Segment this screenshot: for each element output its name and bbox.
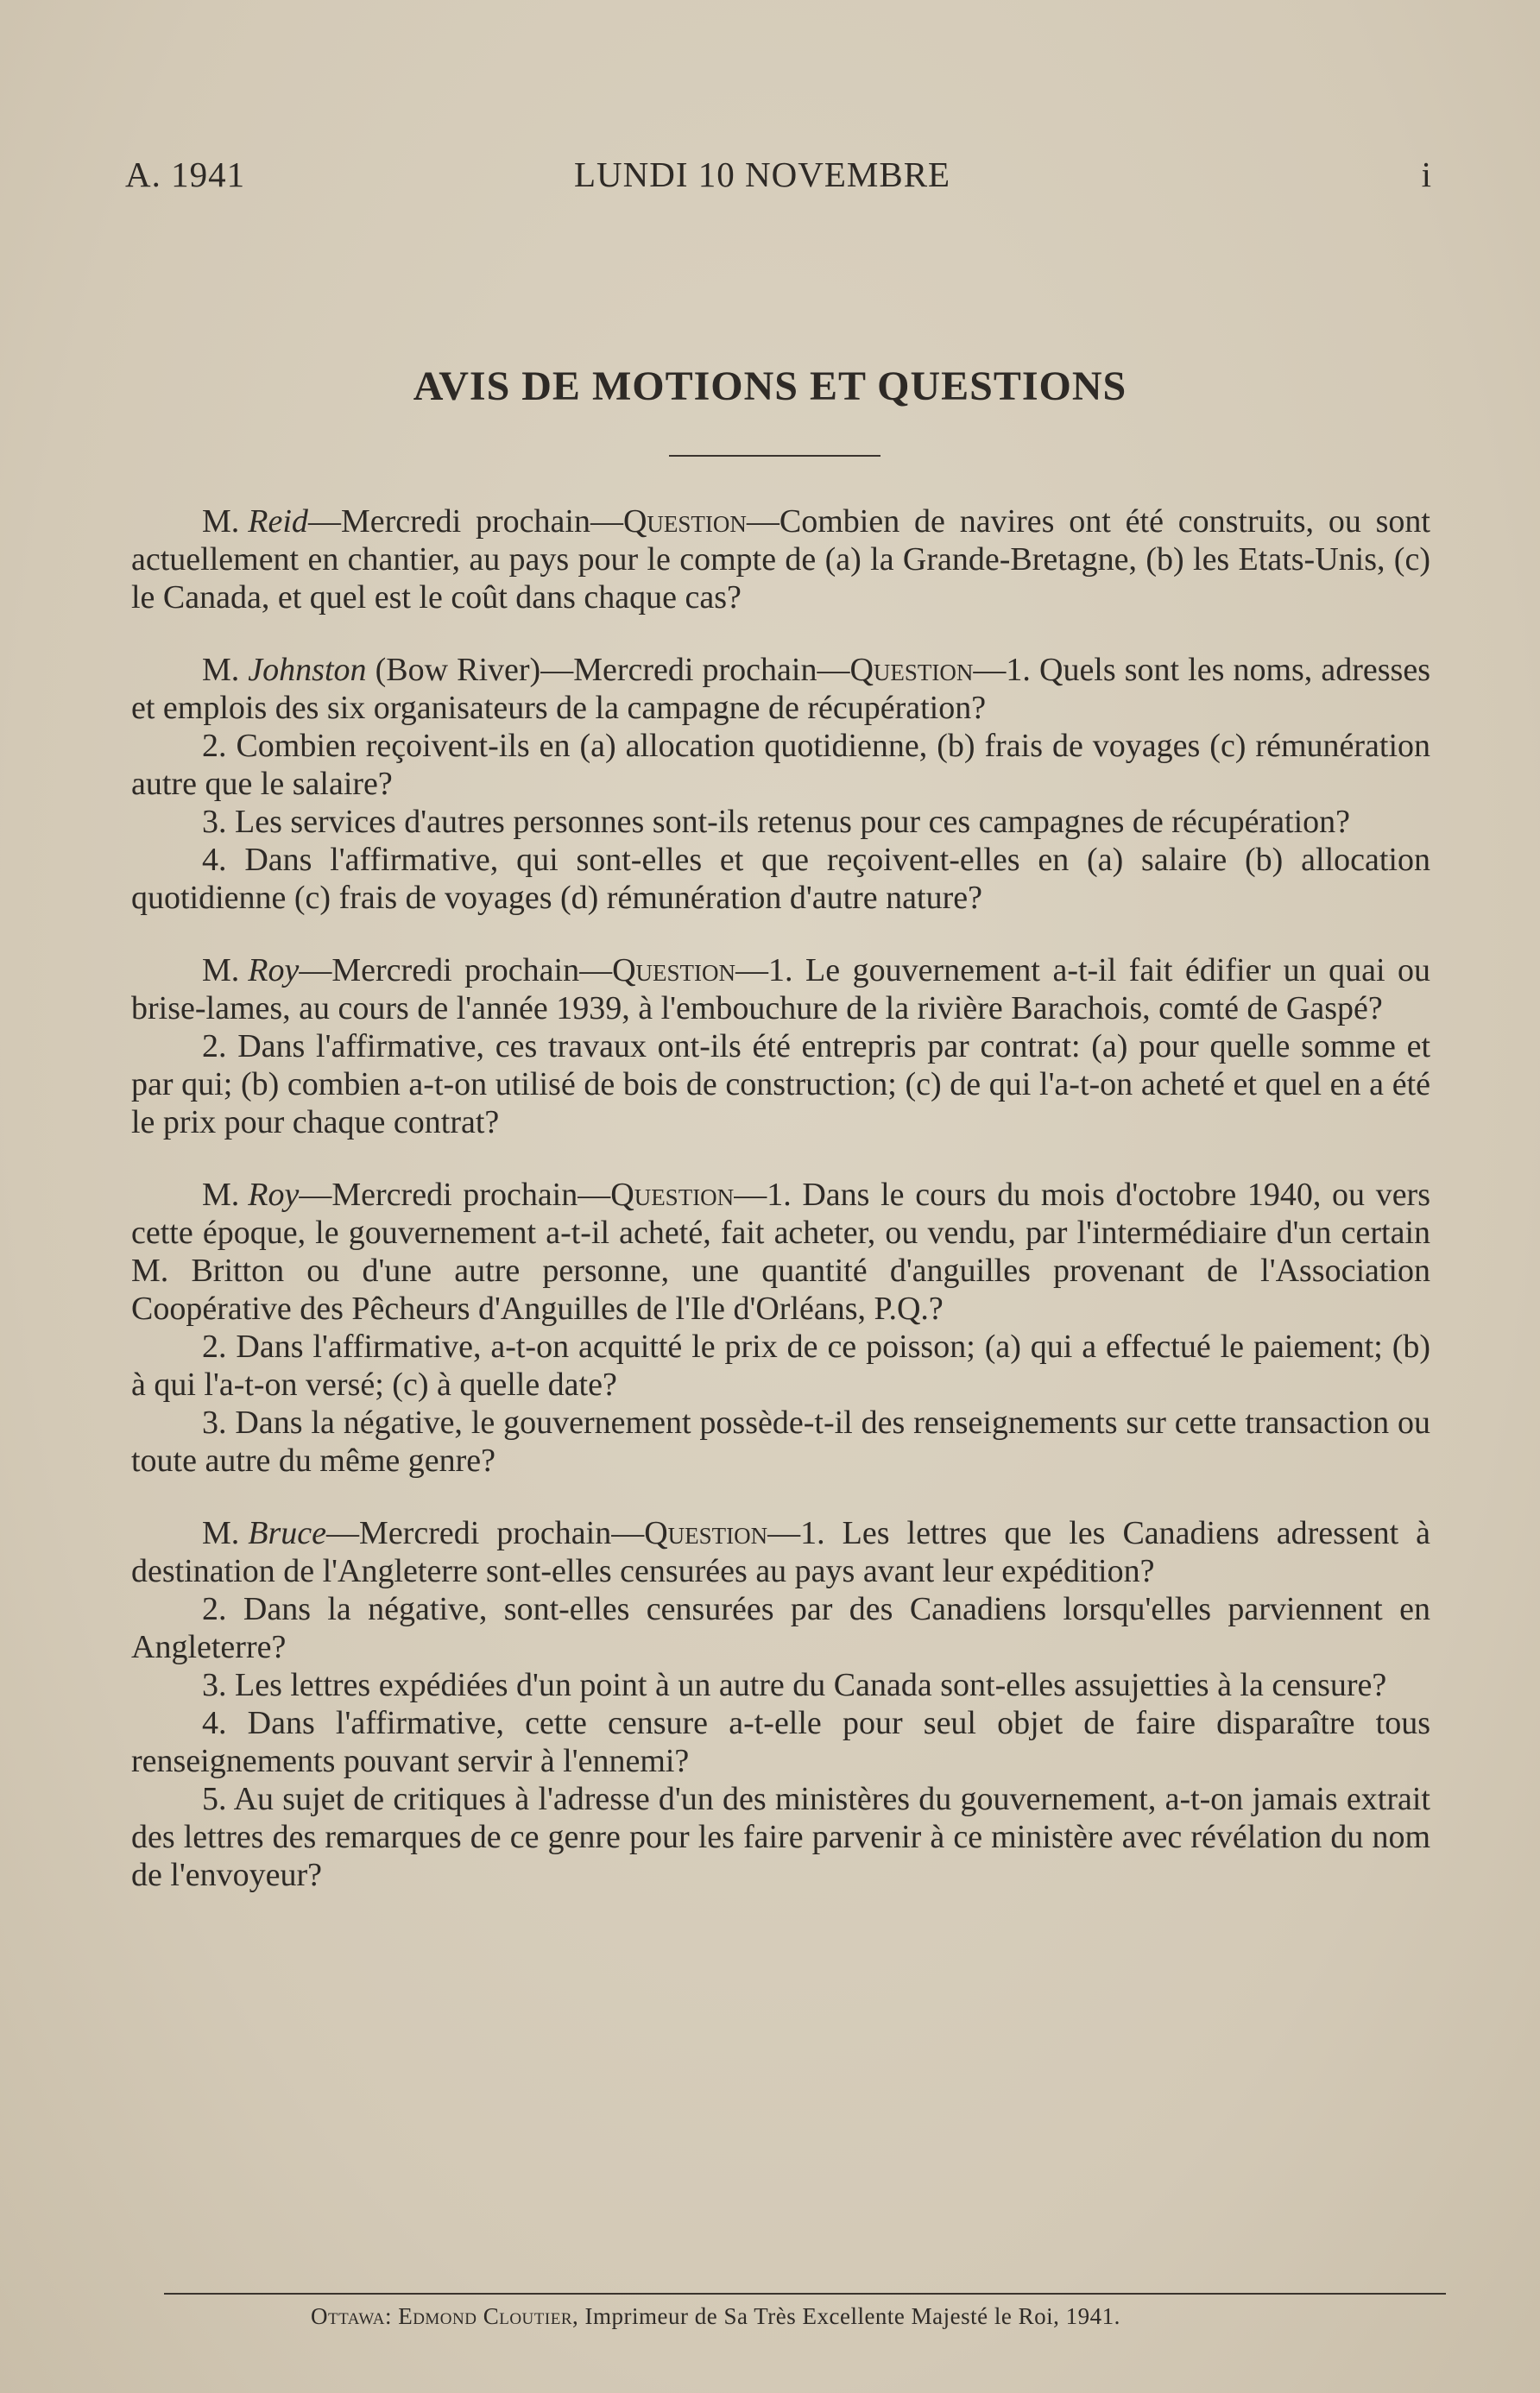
question-paragraph <box>131 727 1430 803</box>
question-entry <box>131 1176 1430 1480</box>
question-label: Question <box>644 1515 768 1551</box>
question-text: —1. Dans le cours du mois d'octobre 1940, ou vers cette époque, le gouvernement a-t-il acheté, fait acheter, ou vendu, par l'intermédiaire d'un certain M. Britton ou d'une autre personne, une quantité d'anguilles provenant de l'Association Coopérative des Pêcheurs d'Anguilles de l'Ile d'Orléans, P.Q.? <box>131 1177 1430 1327</box>
question-paragraph <box>131 1404 1430 1480</box>
member-title: M. <box>202 1515 240 1551</box>
question-text: 3. Les services d'autres personnes sont-ils retenus pour ces campagnes de récupération? <box>202 804 1351 840</box>
question-paragraph <box>131 1027 1430 1141</box>
question-entry <box>131 1514 1430 1894</box>
question-entry <box>131 502 1430 616</box>
question-paragraph <box>131 841 1430 917</box>
imprint-printer-name: Edmond Cloutier <box>398 2303 572 2329</box>
title-divider <box>669 455 880 457</box>
question-paragraph <box>131 1590 1430 1666</box>
notice-day: —Mercredi prochain— <box>326 1515 645 1551</box>
member-name: Roy <box>248 952 300 988</box>
imprint-printer-title: , Imprimeur de Sa Très Excellente Majesté le Roi, 1941. <box>572 2303 1120 2329</box>
question-label: Question <box>849 652 974 688</box>
question-text: —1. Quels sont les noms, adresses et emplois des six organisateurs de la campagne de récupération? <box>131 652 1430 726</box>
questions-list <box>131 502 1430 1929</box>
question-paragraph-first <box>131 651 1430 727</box>
question-label: Question <box>622 503 747 540</box>
member-title: M. <box>202 503 240 540</box>
page-title: AVIS DE MOTIONS ET QUESTIONS <box>413 363 1127 409</box>
question-paragraph <box>131 1328 1430 1404</box>
question-text: 2. Dans l'affirmative, a-t-on acquitté le prix de ce poisson; (a) qui a effectué le paiement; (b) à qui l'a-t-on versé; (c) à quelle date? <box>131 1329 1430 1403</box>
question-paragraph-first <box>131 1176 1430 1328</box>
member-title: M. <box>202 1177 240 1213</box>
question-text: —1. Les lettres que les Canadiens adressent à destination de l'Angleterre sont-elles censurées au pays avant leur expédition? <box>131 1515 1430 1589</box>
question-text: 3. Les lettres expédiées d'un point à un autre du Canada sont-elles assujetties à la censure? <box>202 1667 1387 1703</box>
member-name: Roy <box>248 1177 300 1213</box>
member-name: Johnston <box>248 652 367 688</box>
question-text: 4. Dans l'affirmative, cette censure a-t-elle pour seul objet de faire disparaître tous renseignements pouvant servir à l'ennemi? <box>131 1705 1430 1779</box>
question-label: Question <box>610 1177 735 1213</box>
question-text: 3. Dans la négative, le gouvernement possède-t-il des renseignements sur cette transaction ou toute autre du même genre? <box>131 1405 1430 1479</box>
notice-day: —Mercredi prochain— <box>299 952 613 988</box>
question-text: —1. Le gouvernement a-t-il fait édifier un quai ou brise-lames, au cours de l'année 1939, à l'embouchure de la rivière Barachois, comté de Gaspé? <box>131 952 1430 1026</box>
question-text: 4. Dans l'affirmative, qui sont-elles et que reçoivent-elles en (a) salaire (b) allocation quotidienne (c) frais de voyages (d) rémunération d'autre nature? <box>131 842 1430 916</box>
question-paragraph <box>131 803 1430 841</box>
question-paragraph-first <box>131 502 1430 616</box>
session-year: A. 1941 <box>125 155 246 194</box>
question-text: 2. Combien reçoivent-ils en (a) allocation quotidienne, (b) frais de voyages (c) rémunération autre que le salaire? <box>131 728 1430 802</box>
question-text: 2. Dans la négative, sont-elles censurées par des Canadiens lorsqu'elles parviennent en Angleterre? <box>131 1591 1430 1665</box>
member-title: M. <box>202 652 240 688</box>
question-paragraph-first <box>131 1514 1430 1590</box>
imprint-city: Ottawa <box>311 2303 385 2329</box>
question-entry <box>131 651 1430 917</box>
member-title: M. <box>202 952 240 988</box>
member-name: Reid <box>248 503 308 540</box>
notice-day: —Mercredi prochain— <box>307 503 623 540</box>
date-heading: LUNDI 10 NOVEMBRE <box>574 155 951 194</box>
question-text: —Combien de navires ont été construits, ou sont actuellement en chantier, au pays pour le compte de (a) la Grande-Bretagne, (b) les Etats-Unis, (c) le Canada, et quel est le coût dans chaque cas? <box>131 503 1430 616</box>
running-head <box>125 154 1432 197</box>
footer-divider <box>164 2293 1446 2295</box>
imprint-separator: : <box>384 2303 399 2329</box>
question-text: 2. Dans l'affirmative, ces travaux ont-ils été entrepris par contrat: (a) pour quelle somme et par qui; (b) combien a-t-on utilisé de bois de construction; (c) de qui l'a-t-on acheté et quel en a été le prix pour chaque contrat? <box>131 1028 1430 1140</box>
question-label: Question <box>612 952 736 988</box>
notice-day: —Mercredi prochain— <box>299 1177 611 1213</box>
question-paragraph <box>131 1780 1430 1894</box>
imprint-footer <box>311 2303 1120 2330</box>
member-name: Bruce <box>248 1515 327 1551</box>
notice-day: (Bow River)—Mercredi prochain— <box>366 652 850 688</box>
question-paragraph-first <box>131 951 1430 1027</box>
question-entry <box>131 951 1430 1141</box>
page-number: i <box>1421 155 1432 194</box>
question-paragraph <box>131 1666 1430 1704</box>
question-text: 5. Au sujet de critiques à l'adresse d'un des ministères du gouvernement, a-t-on jamais extrait des lettres des remarques de ce genre pour les faire parvenir à ce ministère avec révélation du nom de l'envoyeur? <box>131 1781 1430 1893</box>
question-paragraph <box>131 1704 1430 1780</box>
